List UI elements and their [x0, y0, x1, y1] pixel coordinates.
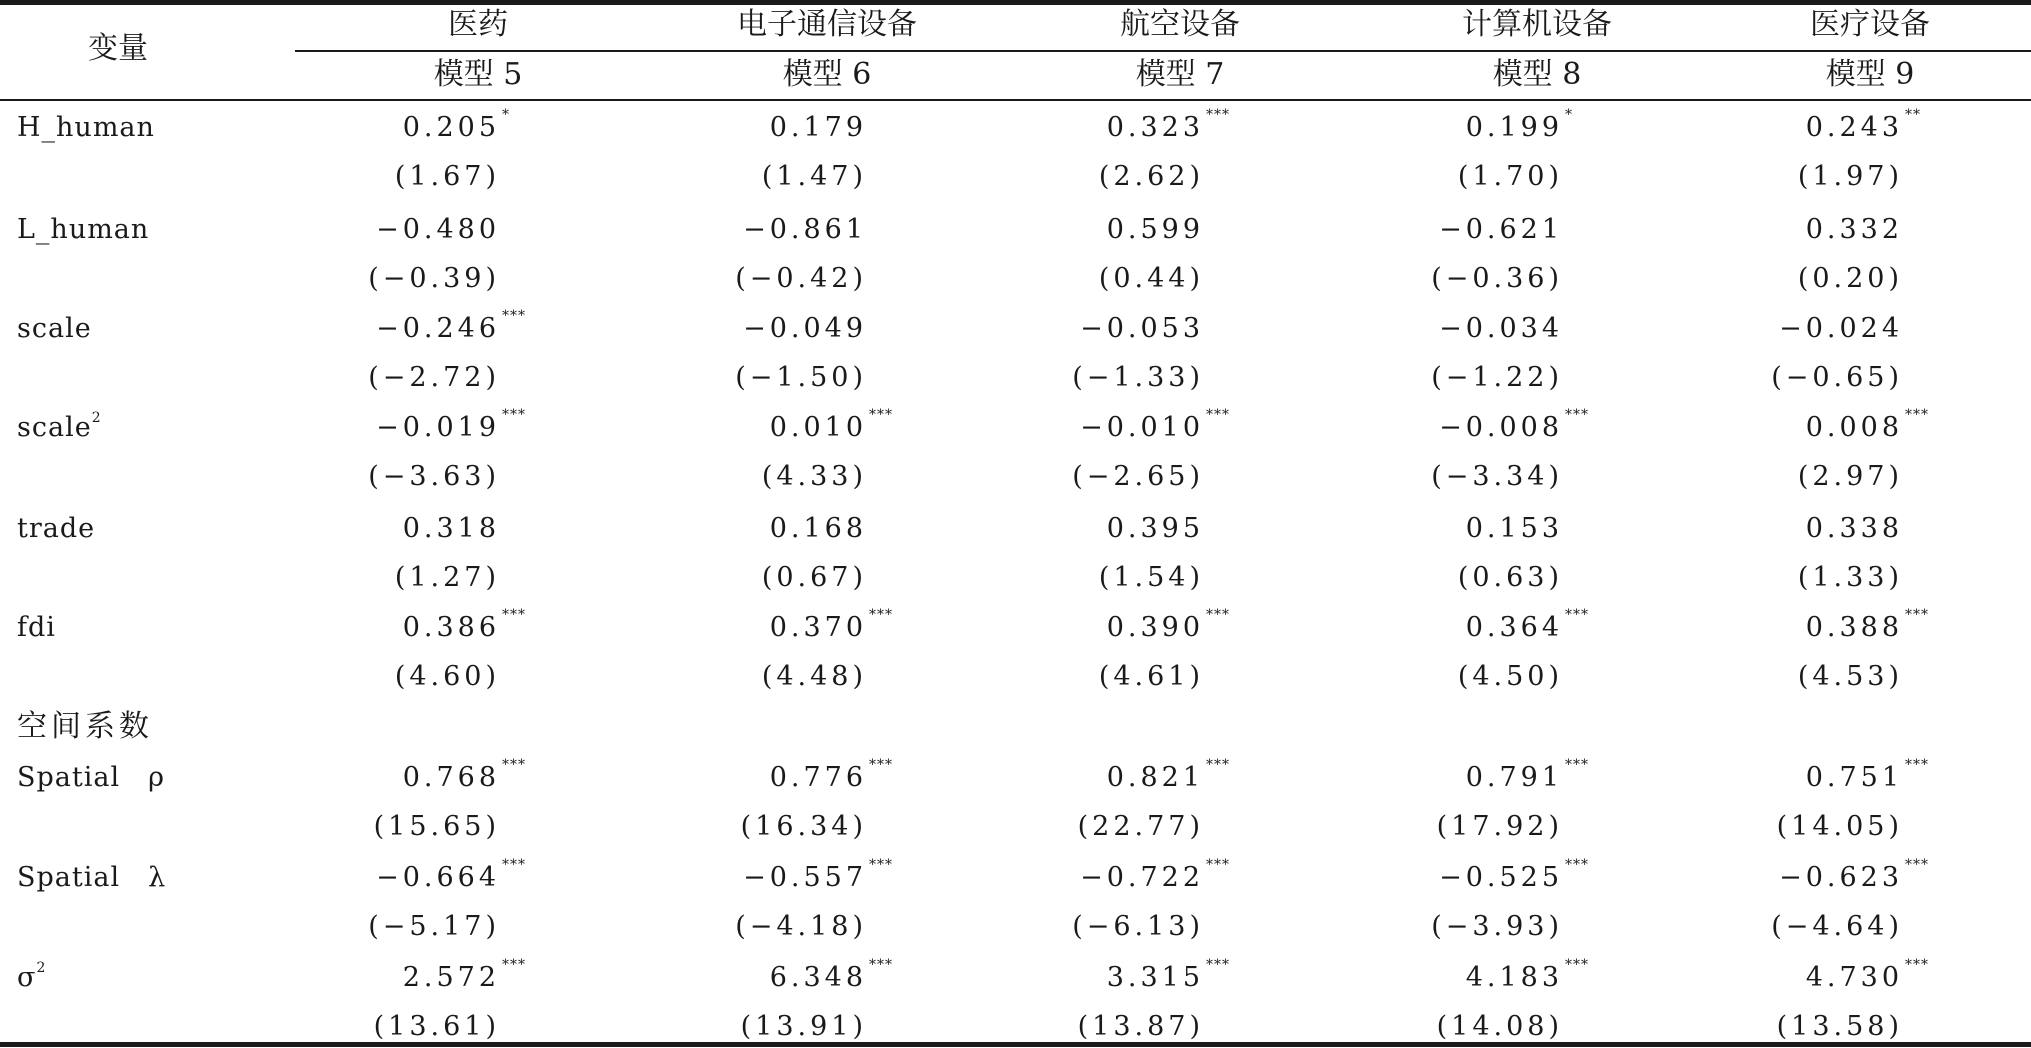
- variable-name: trade: [17, 513, 96, 544]
- coefficient-cell: [944, 757, 1230, 793]
- coefficient-value: −0.008: [1439, 412, 1563, 443]
- coefficient-cell: [240, 607, 526, 643]
- coefficient-cell: [607, 857, 893, 893]
- coefficient-value: −0.623: [1779, 862, 1903, 893]
- coefficient-value: 4.183: [1465, 962, 1563, 993]
- variable-superscript: 2: [36, 960, 47, 976]
- coefficient-cell: [1643, 607, 1929, 643]
- coefficient-cell: [1303, 857, 1589, 893]
- significance-stars: ***: [502, 857, 526, 873]
- significance-stars: *: [1565, 107, 1573, 123]
- model-header-label: 模型 7: [1135, 57, 1225, 92]
- coefficient-value: 0.599: [1106, 214, 1204, 245]
- significance-stars: ***: [869, 857, 893, 873]
- section-label: 空间系数: [17, 709, 153, 744]
- coefficient-cell: [944, 515, 1204, 542]
- coefficient-value: 0.205: [402, 112, 500, 143]
- significance-stars: ***: [1565, 957, 1589, 973]
- significance-stars: ***: [1565, 407, 1589, 423]
- t-statistic-cell: (15.65): [373, 811, 500, 842]
- t-statistic-cell: (1.54): [1098, 562, 1204, 593]
- variable-superscript: 2: [91, 410, 102, 426]
- significance-stars: ***: [869, 407, 893, 423]
- coefficient-cell: [1303, 957, 1589, 993]
- coefficient-value: 0.179: [769, 112, 867, 143]
- t-statistic-cell: (4.53): [1797, 661, 1903, 692]
- t-statistic-cell: (−0.39): [368, 263, 500, 294]
- t-statistic-cell: (−1.22): [1431, 362, 1563, 393]
- coefficient-value: 0.768: [402, 762, 500, 793]
- coefficient-cell: [607, 515, 867, 542]
- coefficient-value: −0.621: [1439, 214, 1563, 245]
- significance-stars: ***: [502, 957, 526, 973]
- coefficient-cell: [1643, 757, 1929, 793]
- t-statistic-cell: (0.63): [1457, 562, 1563, 593]
- model-header-label: 模型 5: [433, 57, 523, 92]
- t-statistic-cell: (4.48): [761, 661, 867, 692]
- t-statistic-cell: (0.67): [761, 562, 867, 593]
- coefficient-value: −0.861: [743, 214, 867, 245]
- coefficient-cell: [1643, 957, 1929, 993]
- coefficient-value: 0.318: [402, 513, 500, 544]
- coefficient-cell: [944, 107, 1230, 143]
- significance-stars: ***: [1905, 607, 1929, 623]
- t-statistic-cell: (4.33): [761, 461, 867, 492]
- t-statistic-cell: (13.87): [1077, 1011, 1204, 1042]
- coefficient-cell: [240, 515, 500, 542]
- t-statistic-cell: (−4.64): [1771, 911, 1903, 942]
- t-statistic-cell: (0.20): [1797, 263, 1903, 294]
- significance-stars: ***: [1905, 857, 1929, 873]
- coefficient-value: 0.395: [1106, 513, 1204, 544]
- significance-stars: ***: [1905, 407, 1929, 423]
- table-top-rule: [0, 0, 2031, 5]
- t-statistic-cell: (−0.36): [1431, 263, 1563, 294]
- t-statistic-cell: (−0.65): [1771, 362, 1903, 393]
- variable-name: scale: [17, 412, 92, 443]
- t-statistic-cell: (17.92): [1436, 811, 1563, 842]
- variable-greek-symbol: λ: [148, 862, 167, 893]
- t-statistic-cell: (−4.18): [735, 911, 867, 942]
- coefficient-cell: [607, 114, 867, 141]
- coefficient-cell: [240, 308, 526, 344]
- coefficient-value: 0.776: [769, 762, 867, 793]
- coefficient-cell: [944, 957, 1230, 993]
- coefficient-value: −0.024: [1779, 313, 1903, 344]
- model-header-label: 模型 6: [782, 57, 872, 92]
- variable-label: [17, 515, 95, 542]
- coefficient-value: −0.525: [1439, 862, 1563, 893]
- significance-stars: ***: [1206, 757, 1230, 773]
- industry-header-label: 电子通信设备: [737, 7, 917, 42]
- significance-stars: ***: [502, 757, 526, 773]
- coefficient-cell: [607, 607, 893, 643]
- variable-label: [17, 614, 56, 641]
- coefficient-value: 0.153: [1465, 513, 1563, 544]
- coefficient-value: −0.722: [1080, 862, 1204, 893]
- t-statistic-cell: (13.58): [1776, 1011, 1903, 1042]
- t-statistic-cell: (1.70): [1457, 161, 1563, 192]
- coefficient-cell: [240, 757, 526, 793]
- t-statistic-cell: (−1.33): [1072, 362, 1204, 393]
- coefficient-cell: [1303, 216, 1563, 243]
- significance-stars: ***: [869, 757, 893, 773]
- t-statistic-cell: (1.27): [394, 562, 500, 593]
- significance-stars: ***: [869, 607, 893, 623]
- coefficient-value: 0.821: [1106, 762, 1204, 793]
- table-bottom-rule: [0, 1042, 2031, 1047]
- t-statistic-cell: (−5.17): [368, 911, 500, 942]
- coefficient-value: 0.008: [1805, 412, 1903, 443]
- coefficient-value: 0.386: [402, 612, 500, 643]
- significance-stars: ***: [1905, 757, 1929, 773]
- coefficient-value: −0.049: [743, 313, 867, 344]
- coefficient-cell: [944, 315, 1204, 342]
- coefficient-value: −0.664: [376, 862, 500, 893]
- coefficient-cell: [944, 407, 1230, 443]
- industry-header-label: 航空设备: [1120, 7, 1240, 42]
- t-statistic-cell: (14.08): [1436, 1011, 1563, 1042]
- t-statistic-cell: (4.61): [1098, 661, 1204, 692]
- variable-label: [17, 114, 155, 141]
- coefficient-value: 0.332: [1805, 214, 1903, 245]
- significance-stars: ***: [1905, 957, 1929, 973]
- industry-header-label: 计算机设备: [1462, 7, 1612, 42]
- coefficient-cell: [1303, 407, 1589, 443]
- coefficient-cell: [1643, 216, 1903, 243]
- coefficient-value: −0.034: [1439, 313, 1563, 344]
- t-statistic-cell: (−3.34): [1431, 461, 1563, 492]
- coefficient-cell: [944, 857, 1230, 893]
- variable-name: scale: [17, 313, 92, 344]
- significance-stars: ***: [1565, 607, 1589, 623]
- t-statistic-cell: (−2.72): [368, 362, 500, 393]
- industry-header-label: 医药: [448, 7, 508, 42]
- coefficient-value: 6.348: [769, 962, 867, 993]
- model-header-label: 模型 8: [1492, 57, 1582, 92]
- significance-stars: ***: [1565, 857, 1589, 873]
- significance-stars: *: [502, 107, 510, 123]
- t-statistic-cell: (−6.13): [1072, 911, 1204, 942]
- variable-label: [17, 216, 149, 243]
- significance-stars: ***: [502, 607, 526, 623]
- coefficient-cell: [240, 957, 526, 993]
- variable-label: [17, 410, 102, 443]
- industry-header-label: 医疗设备: [1810, 7, 1930, 42]
- t-statistic-cell: (−2.65): [1072, 461, 1204, 492]
- significance-stars: ***: [502, 308, 526, 324]
- coefficient-value: −0.053: [1080, 313, 1204, 344]
- coefficient-value: −0.480: [376, 214, 500, 245]
- coefficient-cell: [240, 857, 526, 893]
- variable-name: Spatial: [17, 762, 121, 793]
- coefficient-value: 0.199: [1465, 112, 1563, 143]
- coefficient-cell: [607, 315, 867, 342]
- coefficient-value: 2.572: [402, 962, 500, 993]
- coefficient-cell: [607, 407, 893, 443]
- coefficient-cell: [1643, 857, 1929, 893]
- significance-stars: ***: [1206, 407, 1230, 423]
- coefficient-cell: [1303, 515, 1563, 542]
- coefficient-cell: [1303, 107, 1573, 143]
- coefficient-value: 0.338: [1805, 513, 1903, 544]
- coefficient-value: 0.010: [769, 412, 867, 443]
- t-statistic-cell: (4.50): [1457, 661, 1563, 692]
- coefficient-cell: [607, 216, 867, 243]
- t-statistic-cell: (1.33): [1797, 562, 1903, 593]
- significance-stars: ***: [1206, 957, 1230, 973]
- significance-stars: ***: [1206, 607, 1230, 623]
- t-statistic-cell: (0.44): [1098, 263, 1204, 294]
- coefficient-cell: [1643, 515, 1903, 542]
- coefficient-value: 0.370: [769, 612, 867, 643]
- t-statistic-cell: (−3.93): [1431, 911, 1563, 942]
- coefficient-value: −0.019: [376, 412, 500, 443]
- significance-stars: ***: [1565, 757, 1589, 773]
- coefficient-value: 4.730: [1805, 962, 1903, 993]
- t-statistic-cell: (16.34): [740, 811, 867, 842]
- variable-label: [17, 764, 165, 791]
- t-statistic-cell: (13.91): [740, 1011, 867, 1042]
- significance-stars: **: [1905, 107, 1921, 123]
- t-statistic-cell: (14.05): [1776, 811, 1903, 842]
- t-statistic-cell: (13.61): [373, 1011, 500, 1042]
- significance-stars: ***: [869, 957, 893, 973]
- t-statistic-cell: (−1.50): [735, 362, 867, 393]
- significance-stars: ***: [502, 407, 526, 423]
- significance-stars: ***: [1206, 857, 1230, 873]
- coefficient-value: 0.168: [769, 513, 867, 544]
- t-statistic-cell: (4.60): [394, 661, 500, 692]
- t-statistic-cell: (−3.63): [368, 461, 500, 492]
- t-statistic-cell: (1.97): [1797, 161, 1903, 192]
- header-sub-rule: [295, 50, 2031, 52]
- coefficient-cell: [1643, 107, 1921, 143]
- t-statistic-cell: (22.77): [1077, 811, 1204, 842]
- t-statistic-cell: (2.62): [1098, 161, 1204, 192]
- coefficient-cell: [1643, 315, 1903, 342]
- model-header-label: 模型 9: [1825, 57, 1915, 92]
- coefficient-cell: [1303, 315, 1563, 342]
- t-statistic-cell: (1.47): [761, 161, 867, 192]
- coefficient-cell: [1643, 407, 1929, 443]
- coefficient-value: −0.557: [743, 862, 867, 893]
- variable-greek-symbol: ρ: [148, 762, 165, 793]
- variable-label: [17, 864, 166, 891]
- coefficient-value: −0.246: [376, 313, 500, 344]
- coefficient-value: 0.243: [1805, 112, 1903, 143]
- significance-stars: ***: [1206, 107, 1230, 123]
- header-bottom-rule: [0, 99, 2031, 101]
- coefficient-value: −0.010: [1080, 412, 1204, 443]
- coefficient-cell: [240, 107, 510, 143]
- coefficient-cell: [607, 957, 893, 993]
- coefficient-value: 0.323: [1106, 112, 1204, 143]
- coefficient-cell: [944, 216, 1204, 243]
- variable-name: L_human: [17, 214, 150, 245]
- coefficient-value: 0.364: [1465, 612, 1563, 643]
- variable-label: [17, 315, 92, 342]
- coefficient-cell: [1303, 607, 1589, 643]
- coefficient-value: 3.315: [1106, 962, 1204, 993]
- variable-name: fdi: [17, 612, 56, 643]
- coefficient-value: 0.388: [1805, 612, 1903, 643]
- t-statistic-cell: (−0.42): [735, 263, 867, 294]
- variable-label: [17, 960, 47, 993]
- variable-name: Spatial: [17, 862, 121, 893]
- coefficient-cell: [1303, 757, 1589, 793]
- coefficient-cell: [240, 216, 500, 243]
- coefficient-cell: [607, 757, 893, 793]
- coefficient-cell: [240, 407, 526, 443]
- coefficient-value: 0.751: [1805, 762, 1903, 793]
- coefficient-value: 0.791: [1465, 762, 1563, 793]
- coefficient-cell: [944, 607, 1230, 643]
- t-statistic-cell: (1.67): [394, 161, 500, 192]
- variable-name: H_human: [17, 112, 155, 143]
- variable-name: σ: [17, 962, 37, 993]
- coefficient-value: 0.390: [1106, 612, 1204, 643]
- t-statistic-cell: (2.97): [1797, 461, 1903, 492]
